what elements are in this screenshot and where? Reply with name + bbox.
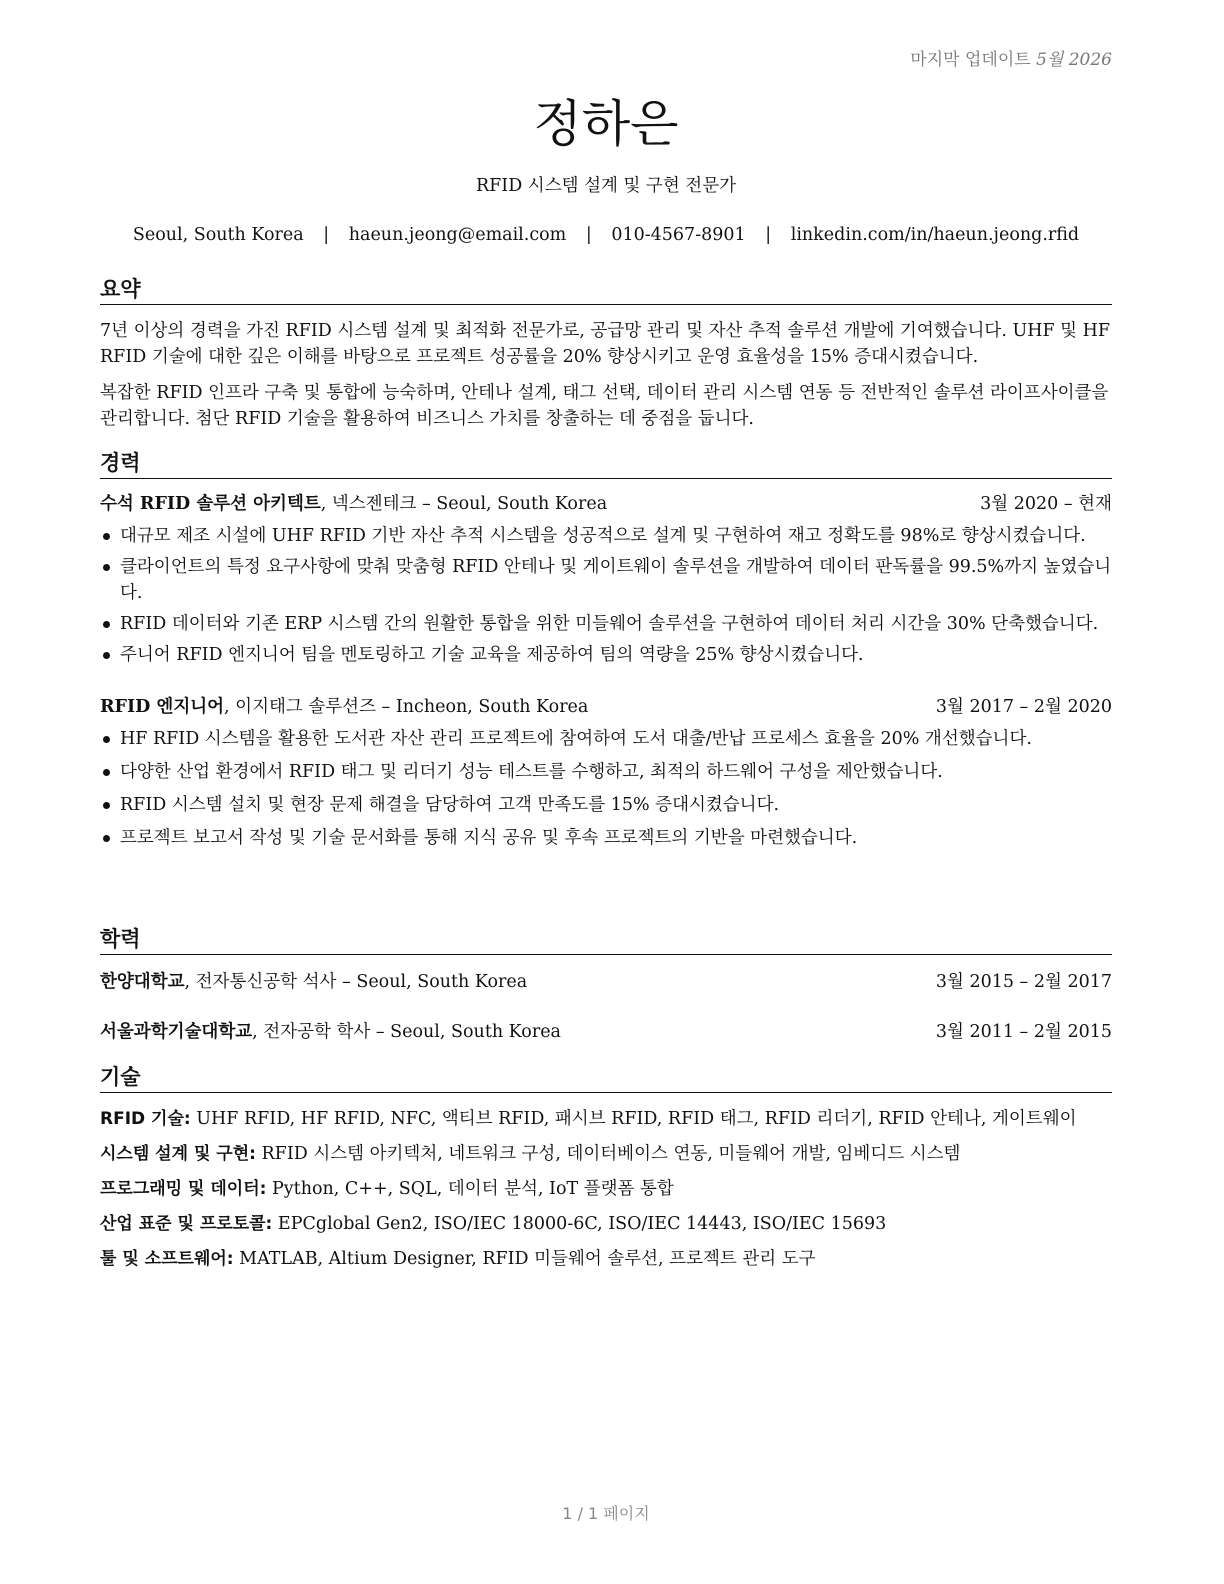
professional-title: RFID 시스템 설계 및 구현 전문가 bbox=[475, 176, 737, 196]
job-header bbox=[100, 694, 1112, 720]
skill-list: UHF RFID, HF RFID, NFC, 액티브 RFID, 패시브 RFID, RFID 태그, RFID 리더기, RFID 안테나, 게이트웨이 bbox=[190, 1109, 1077, 1129]
bullet-item: 주니어 RFID 엔지니어 팀을 멘토링하고 기술 교육을 제공하여 팀의 역량을 25% 향상시켰습니다. bbox=[100, 642, 1112, 668]
education-section bbox=[100, 926, 1112, 1045]
education-dates: 3월 2011 – 2월 2015 bbox=[935, 1022, 1112, 1042]
skill-list: EPCglobal Gen2, ISO/IEC 18000-6C, ISO/IEC 14443, ISO/IEC 15693 bbox=[272, 1214, 887, 1234]
degree-detail: , 전자통신공학 석사 – Seoul, South Korea bbox=[184, 972, 528, 992]
skill-row bbox=[100, 1246, 1112, 1272]
skill-list: Python, C++, SQL, 데이터 분석, IoT 플랫폼 통합 bbox=[266, 1179, 674, 1199]
bullet-item: 대규모 제조 시설에 UHF RFID 기반 자산 추적 시스템을 성공적으로 설계 및 구현하여 재고 정확도를 98%로 향상시켰습니다. bbox=[100, 523, 1112, 549]
contact-phone[interactable]: 010-4567-8901 bbox=[611, 225, 746, 245]
summary-paragraph: 복잡한 RFID 인프라 구축 및 통합에 능숙하며, 안테나 설계, 태그 선택, 데이터 관리 시스템 연동 등 전반적인 솔루션 라이프사이클을 관리합니다. 첨단 RFID 기술을 활용하여 비즈니스 가치를 창출하는 데 중점을 둡니다. bbox=[100, 383, 1109, 429]
skill-row bbox=[100, 1211, 1112, 1237]
job-role: RFID 엔지니어 bbox=[100, 697, 225, 717]
last-updated-prefix: 마지막 업데이트 bbox=[910, 50, 1031, 70]
job-dates: 3월 2020 – 현재 bbox=[980, 494, 1112, 514]
contact-separator: | bbox=[765, 225, 772, 245]
section-title: 기술 bbox=[100, 1064, 1112, 1093]
contact-separator: | bbox=[323, 225, 330, 245]
section-title: 학력 bbox=[100, 926, 1112, 955]
education-entry bbox=[100, 1019, 1112, 1045]
last-updated-date: 5월 2026 bbox=[1036, 50, 1112, 70]
section-title: 경력 bbox=[100, 450, 1112, 479]
summary-paragraph: 7년 이상의 경력을 가진 RFID 시스템 설계 및 최적화 전문가로, 공급망 관리 및 자산 추적 솔루션 개발에 기여했습니다. UHF 및 HF RFID 기술에 대한 깊은 이해를 바탕으로 프로젝트 성공률을 20% 향상시키고 운영 효율성을 15% 증대시켰습니다. bbox=[100, 321, 1111, 367]
skill-list: RFID 시스템 아키텍처, 네트워크 구성, 데이터베이스 연동, 미들웨어 개발, 임베디드 시스템 bbox=[255, 1144, 961, 1164]
contact-location: Seoul, South Korea bbox=[132, 225, 304, 245]
job-org: , 이지태그 솔루션즈 – Incheon, South Korea bbox=[224, 697, 589, 717]
bullet-item: RFID 데이터와 기존 ERP 시스템 간의 원활한 통합을 위한 미들웨어 솔루션을 구현하여 데이터 처리 시간을 30% 단축했습니다. bbox=[100, 611, 1112, 637]
skill-category: RFID 기술: bbox=[100, 1109, 191, 1129]
bullet-item: 프로젝트 보고서 작성 및 기술 문서화를 통해 지식 공유 및 후속 프로젝트의 기반을 마련했습니다. bbox=[100, 825, 1112, 851]
education-dates: 3월 2015 – 2월 2017 bbox=[935, 972, 1112, 992]
contact-line bbox=[100, 225, 1112, 245]
last-updated bbox=[910, 45, 1112, 70]
job-role: 수석 RFID 솔루션 아키텍트 bbox=[100, 494, 321, 514]
contact-separator: | bbox=[585, 225, 592, 245]
school-name: 서울과학기술대학교 bbox=[100, 1022, 253, 1042]
skill-row bbox=[100, 1141, 1112, 1167]
bullet-item: HF RFID 시스템을 활용한 도서관 자산 관리 프로젝트에 참여하여 도서 대출/반납 프로세스 효율을 20% 개선했습니다. bbox=[100, 726, 1112, 752]
bullet-item: RFID 시스템 설치 및 현장 문제 해결을 담당하여 고객 만족도를 15% 증대시켰습니다. bbox=[100, 792, 1112, 818]
resume-page bbox=[100, 0, 1112, 1584]
job-bullets bbox=[100, 523, 1112, 668]
section-title: 요약 bbox=[100, 276, 1112, 305]
page-number: 1 / 1 페이지 bbox=[562, 1504, 650, 1523]
job-org: , 넥스젠테크 – Seoul, South Korea bbox=[320, 494, 608, 514]
person-name: 정하은 bbox=[533, 95, 679, 153]
skill-list: MATLAB, Altium Designer, RFID 미들웨어 솔루션, 프로젝트 관리 도구 bbox=[233, 1249, 816, 1269]
bullet-item: 클라이언트의 특정 요구사항에 맞춰 맞춤형 RFID 안테나 및 게이트웨이 솔루션을 개발하여 데이터 판독률을 99.5%까지 높였습니다. bbox=[100, 554, 1112, 606]
skill-category: 산업 표준 및 프로토콜: bbox=[100, 1214, 273, 1234]
skill-row bbox=[100, 1106, 1112, 1132]
job-dates: 3월 2017 – 2월 2020 bbox=[935, 697, 1112, 717]
job-bullets bbox=[100, 726, 1112, 851]
skill-category: 프로그래밍 및 데이터: bbox=[100, 1179, 267, 1199]
contact-email[interactable]: haeun.jeong@email.com bbox=[348, 225, 567, 245]
skill-row bbox=[100, 1176, 1112, 1202]
job-header bbox=[100, 491, 1112, 517]
experience-section bbox=[100, 450, 1112, 851]
school-name: 한양대학교 bbox=[100, 972, 185, 992]
skill-category: 툴 및 소프트웨어: bbox=[100, 1249, 234, 1269]
skill-category: 시스템 설계 및 구현: bbox=[100, 1144, 256, 1164]
degree-detail: , 전자공학 학사 – Seoul, South Korea bbox=[252, 1022, 561, 1042]
bullet-item: 다양한 산업 환경에서 RFID 태그 및 리더기 성능 테스트를 수행하고, 최적의 하드웨어 구성을 제안했습니다. bbox=[100, 759, 1112, 785]
contact-linkedin[interactable]: linkedin.com/in/haeun.jeong.rfid bbox=[790, 225, 1080, 245]
education-entry bbox=[100, 969, 1112, 995]
skills-section bbox=[100, 1064, 1112, 1272]
summary-section bbox=[100, 276, 1112, 432]
